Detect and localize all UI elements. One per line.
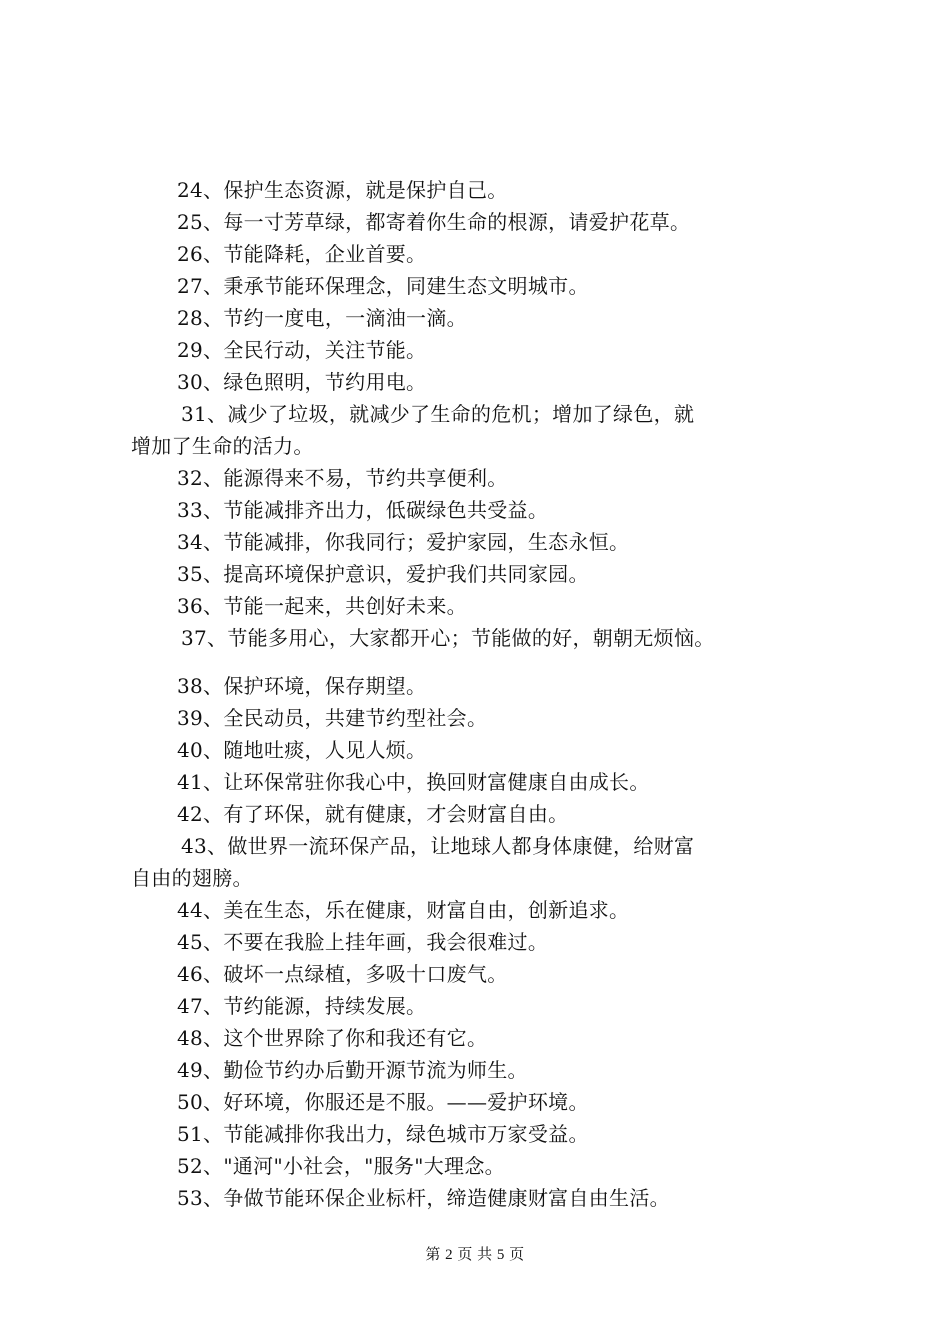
list-item: 36、节能一起来，共创好未来。 [177,594,467,618]
list-item: 35、提高环境保护意识，爱护我们共同家园。 [177,562,589,586]
list-item: 50、好环境，你服还是不服。——爱护环境。 [177,1090,589,1114]
list-item: 26、节能降耗，企业首要。 [177,242,427,266]
list-item: 38、保护环境，保存期望。 [177,674,427,698]
list-item: 45、不要在我脸上挂年画，我会很难过。 [177,930,549,954]
list-item: 31、减少了垃圾，就减少了生命的危机；增加了绿色，就 [181,402,695,426]
list-item: 32、能源得来不易，节约共享便利。 [177,466,508,490]
list-item-continuation: 自由的翅膀。 [131,866,253,890]
list-item: 40、随地吐痰，人见人烦。 [177,738,427,762]
list-item: 42、有了环保，就有健康，才会财富自由。 [177,802,569,826]
list-item: 39、全民动员，共建节约型社会。 [177,706,488,730]
list-item: 30、绿色照明，节约用电。 [177,370,427,394]
list-item: 27、秉承节能环保理念，同建生态文明城市。 [177,274,589,298]
list-item: 44、美在生态，乐在健康，财富自由，创新追求。 [177,898,630,922]
list-item: 51、节能减排你我出力，绿色城市万家受益。 [177,1122,589,1146]
list-item-continuation: 增加了生命的活力。 [131,434,314,458]
list-item: 33、节能减排齐出力，低碳绿色共受益。 [177,498,549,522]
list-item: 47、节约能源，持续发展。 [177,994,427,1018]
list-item: 52、"通河"小社会，"服务"大理念。 [177,1154,505,1178]
list-item: 29、全民行动，关注节能。 [177,338,427,362]
document-body [131,174,851,1214]
list-item: 41、让环保常驻你我心中，换回财富健康自由成长。 [177,770,650,794]
list-item: 25、每一寸芳草绿，都寄着你生命的根源，请爱护花草。 [177,210,691,234]
list-item: 46、破坏一点绿植，多吸十口废气。 [177,962,508,986]
list-item: 53、争做节能环保企业标杆，缔造健康财富自由生活。 [177,1186,670,1210]
list-item: 37、节能多用心，大家都开心；节能做的好，朝朝无烦恼。 [181,626,715,650]
list-item: 28、节约一度电，一滴油一滴。 [177,306,467,330]
page-number-footer: 第 2 页 共 5 页 [425,1247,525,1263]
list-item: 24、保护生态资源，就是保护自己。 [177,178,508,202]
list-item: 43、做世界一流环保产品，让地球人都身体康健，给财富 [181,834,695,858]
paragraph-gap [131,654,851,670]
list-item: 49、勤俭节约办后勤开源节流为师生。 [177,1058,528,1082]
list-item: 34、节能减排，你我同行；爱护家园，生态永恒。 [177,530,630,554]
list-item: 48、这个世界除了你和我还有它。 [177,1026,488,1050]
